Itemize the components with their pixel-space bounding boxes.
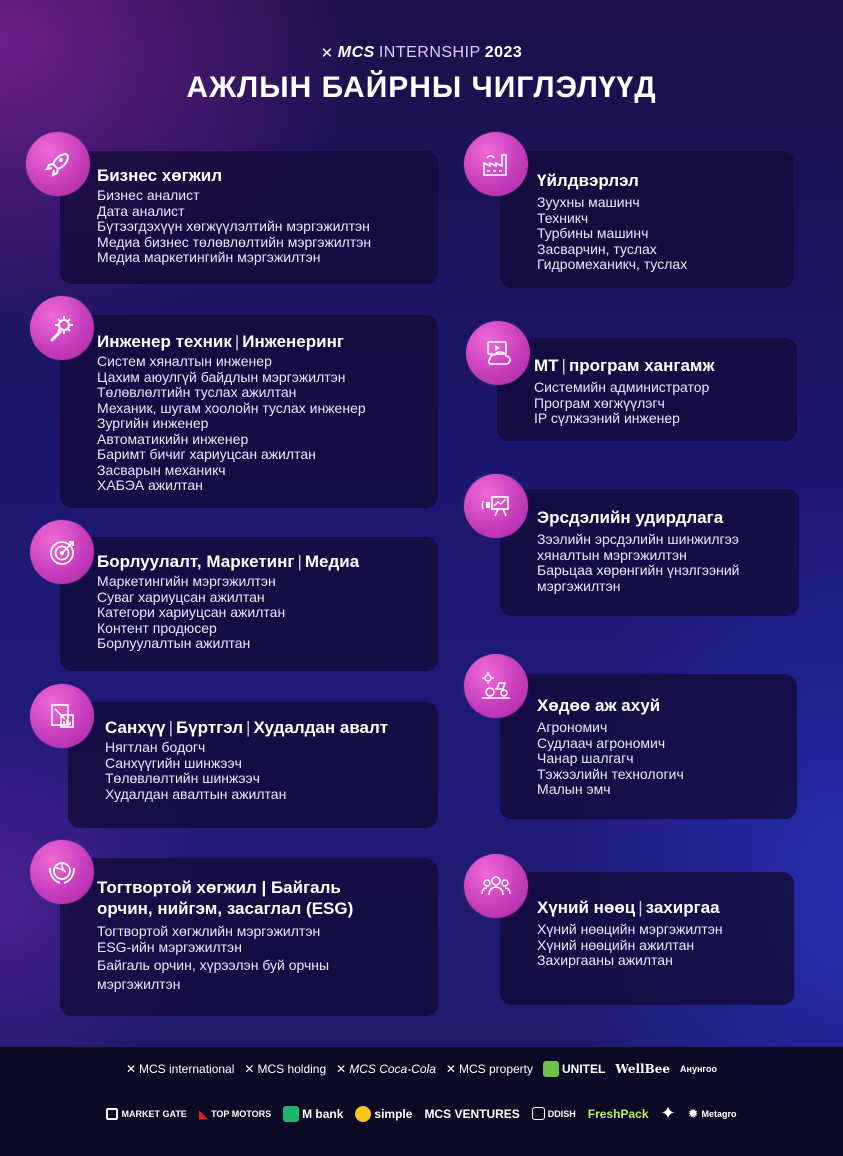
logo-text: MCS Coca-Cola — [349, 1062, 436, 1076]
agriculture-list — [537, 720, 684, 798]
list-item: Борлуулалтын ажилтан — [97, 635, 251, 651]
risk-list — [537, 532, 740, 594]
logo-text: MARKET GATE — [121, 1108, 187, 1119]
heading-separator: | — [246, 718, 251, 737]
list-item: Системийн администратор — [534, 379, 710, 395]
heading-part: Инженер техник — [97, 332, 232, 351]
logo-unitel — [543, 1061, 605, 1077]
list-item: Хүний нөөцийн мэргэжилтэн — [537, 921, 723, 937]
logo-mcs-holding: ✕ MCS holding — [244, 1062, 327, 1076]
gear-wrench-icon — [30, 296, 94, 360]
list-item: Чанар шалгагч — [537, 750, 634, 766]
logo-text: WellBee — [615, 1062, 671, 1076]
list-item: Агрономич — [537, 719, 608, 735]
logo-metagro — [688, 1106, 737, 1122]
list-item: Тэжээлийн технологич — [537, 765, 684, 782]
esg-heading-line1: Тогтвортой хөгжил | Байгаль — [97, 878, 341, 897]
heading-part: Инженеринг — [242, 332, 344, 351]
list-item: Судлаач агрономич — [537, 734, 666, 751]
list-item: мэргэжилтэн — [97, 975, 181, 992]
list-item: Зээлийн эрсдэлийн шинжилгээ — [537, 531, 739, 547]
esg-heading-line2: орчин, нийгэм, засаглал (ESG) — [97, 899, 354, 918]
heading-part: Борлуулалт, Маркетинг — [97, 552, 295, 571]
unitel-mark-icon — [543, 1061, 559, 1077]
list-item: Категори хариуцсан ажилтан — [97, 604, 286, 620]
cloud-video-icon — [466, 321, 530, 385]
list-item: Суваг хариуцсан ажилтан — [97, 588, 265, 605]
heading-separator: | — [234, 332, 240, 351]
logo-m-bank — [283, 1106, 343, 1122]
metagro-mark-icon: ✹ — [687, 1105, 699, 1121]
list-item: Малын эмч — [537, 781, 611, 797]
list-item: Турбины машинч — [537, 225, 649, 241]
heading-separator: | — [561, 356, 566, 375]
list-item: Нягтлан бодогч — [105, 739, 206, 755]
agriculture-heading: Хөдөө аж ахуй — [537, 696, 661, 715]
list-item: Медиа бизнес төлөвлөлтийн мэргэжилтэн — [97, 233, 372, 250]
sales-list — [97, 574, 359, 652]
hr-list — [537, 922, 723, 969]
heading-part: захиргаа — [645, 898, 720, 917]
list-item: Механик, шугам хоолойн туслах инженер — [97, 399, 366, 416]
logos-row-2 — [0, 1103, 843, 1124]
list-item: Засварчин, туслах — [537, 240, 657, 257]
logo-market-gate — [106, 1108, 186, 1120]
list-item: Цахим аюулгүй байдлын мэргэжилтэн — [97, 368, 346, 385]
people-icon — [464, 854, 528, 918]
it-heading — [534, 355, 715, 376]
mcs-internship-logo — [321, 44, 523, 62]
logo-text: MCS VENTURES — [424, 1106, 520, 1121]
logo-text: Metagro — [701, 1108, 737, 1119]
business-list — [97, 188, 371, 266]
list-item: Төлөвлөлтийн туслах ажилтан — [97, 384, 297, 400]
heading-part: Бүртгэл — [176, 718, 244, 737]
logo-freshpack — [588, 1107, 649, 1121]
list-item: ESG-ийн мэргэжилтэн — [97, 938, 242, 955]
heading-part: Худалдан авалт — [253, 718, 389, 737]
risk-heading: Эрсдэлийн удирдлага — [537, 508, 724, 527]
logo-text: DDISH — [547, 1108, 576, 1119]
heading-separator: | — [297, 552, 302, 571]
list-item: Техникч — [537, 209, 589, 226]
ddish-mark-icon — [532, 1107, 545, 1120]
page-title: АЖЛЫН БАЙРНЫ ЧИГЛЭЛҮҮД — [186, 71, 657, 104]
logo-text: MCS property — [458, 1062, 534, 1076]
heading-part: Хүний нөөц — [537, 898, 636, 917]
logo-text: MCS international — [139, 1062, 235, 1076]
heading-part: програм хангамж — [568, 356, 715, 375]
heading-separator: | — [638, 898, 643, 917]
finance-list — [105, 740, 388, 802]
list-item: Бизнес аналист — [97, 187, 200, 203]
m-bank-mark-icon — [283, 1106, 299, 1122]
list-item: Маркетингийн мэргэжилтэн — [97, 573, 276, 589]
heading-part: Санхүү — [105, 718, 166, 737]
list-item: Гидромеханикч, туслах — [537, 256, 688, 272]
hr-heading — [537, 897, 723, 918]
list-item: Захиргааны ажилтан — [537, 952, 673, 968]
logo-text: M bank — [302, 1106, 344, 1121]
finance-content — [105, 717, 388, 802]
list-item: Засварын механикч — [97, 461, 226, 478]
mcs-x-mark-icon: ✕ — [320, 45, 334, 62]
heading-part: МТ — [534, 356, 559, 375]
logo-text: TOP MOTORS — [211, 1108, 272, 1119]
logo-anungoo — [680, 1064, 717, 1074]
esg-content — [97, 877, 353, 992]
esg-list — [97, 924, 353, 992]
list-item: Баримт бичиг хариуцсан ажилтан — [97, 446, 316, 462]
logo-simple — [355, 1106, 412, 1122]
list-item: мэргэжилтэн — [537, 577, 621, 594]
factory-icon — [464, 132, 528, 196]
hr-content — [537, 897, 723, 969]
list-item: Медиа маркетингийн мэргэжилтэн — [97, 249, 321, 265]
logo-top-motors — [199, 1107, 271, 1121]
logo-mcs-international: ✕ MCS international — [125, 1062, 235, 1076]
list-item: Хүний нөөцийн ажилтан — [537, 936, 695, 953]
list-item: Байгаль орчин, хүрээлэн буй орчны — [97, 957, 330, 973]
logo-wellbee — [615, 1062, 670, 1076]
list-item: Зургийн инженер — [97, 415, 209, 431]
logo-text: FreshPack — [587, 1106, 649, 1121]
list-item: хяналтын мэргэжилтэн — [537, 546, 687, 563]
list-item: Бүтээгдэхүүн хөгжүүлэлтийн мэргэжилтэн — [97, 218, 370, 234]
logo-text: UNITEL — [562, 1062, 606, 1076]
list-item: Тогтвортой хөгжлийн мэргэжилтэн — [97, 923, 321, 939]
tractor-icon — [464, 654, 528, 718]
risk-content — [537, 507, 740, 594]
it-list — [534, 380, 715, 427]
report-chart-icon — [30, 684, 94, 748]
finance-heading — [105, 717, 388, 738]
heading-part: Медиа — [304, 552, 360, 571]
production-content — [537, 170, 687, 273]
list-item: Автоматикийн инженер — [97, 430, 249, 447]
list-item: Худалдан авалтын ажилтан — [105, 785, 287, 802]
logo-mcs-coca-cola: ✕ MCS Coca-Cola — [336, 1062, 436, 1076]
engineering-list — [97, 354, 366, 494]
production-list — [537, 195, 687, 273]
it-content — [534, 355, 715, 427]
market-gate-mark-icon — [106, 1108, 118, 1120]
brand-year: 2023 — [484, 44, 523, 61]
logo-mcs-property: ✕ MCS property — [445, 1062, 534, 1076]
logo-text: MCS holding — [257, 1062, 327, 1076]
logo-ddish — [532, 1107, 576, 1120]
simple-mark-icon — [355, 1106, 371, 1122]
list-item: Дата аналист — [97, 202, 185, 219]
sales-content — [97, 551, 359, 652]
target-icon — [30, 520, 94, 584]
list-item: Төлөвлөлтийн шинжээч — [105, 770, 260, 786]
heading-separator: | — [168, 718, 173, 737]
logo-text: Анунгоо — [680, 1064, 718, 1074]
engineering-heading — [97, 331, 366, 352]
logo-text: simple — [374, 1106, 413, 1121]
agriculture-content — [537, 695, 684, 798]
compass-emblem-icon: ✦ — [660, 1103, 676, 1123]
partner-logos-footer — [0, 1047, 843, 1156]
list-item: IP сүлжээний инженер — [534, 410, 680, 426]
rocket-icon — [26, 132, 90, 196]
globe-hands-icon — [30, 840, 94, 904]
business-content — [97, 165, 371, 266]
list-item: Санхүүгийн шинжээч — [105, 754, 242, 771]
logo-mcs-ventures — [424, 1107, 519, 1121]
list-item: Барьцаа хөрөнгийн үнэлгээний — [537, 562, 740, 578]
top-motors-mark-icon: ◣ — [198, 1106, 209, 1121]
presentation-icon — [464, 474, 528, 538]
list-item: Контент продюсер — [97, 619, 217, 636]
business-heading: Бизнес хөгжил — [97, 166, 223, 185]
production-heading: Үйлдвэрлэл — [537, 171, 639, 190]
sales-heading — [97, 551, 359, 572]
list-item: Програм хөгжүүлэгч — [534, 394, 665, 411]
list-item: Систем хяналтын инженер — [97, 353, 272, 369]
list-item: Зуухны машинч — [537, 194, 640, 210]
logos-row-1 — [0, 1061, 843, 1077]
page-header — [0, 44, 843, 105]
engineering-content — [97, 331, 366, 494]
brand-internship: INTERNSHIP — [378, 44, 481, 61]
list-item: ХАБЭА ажилтан — [97, 477, 203, 493]
brand-mcs: MCS — [337, 44, 375, 61]
